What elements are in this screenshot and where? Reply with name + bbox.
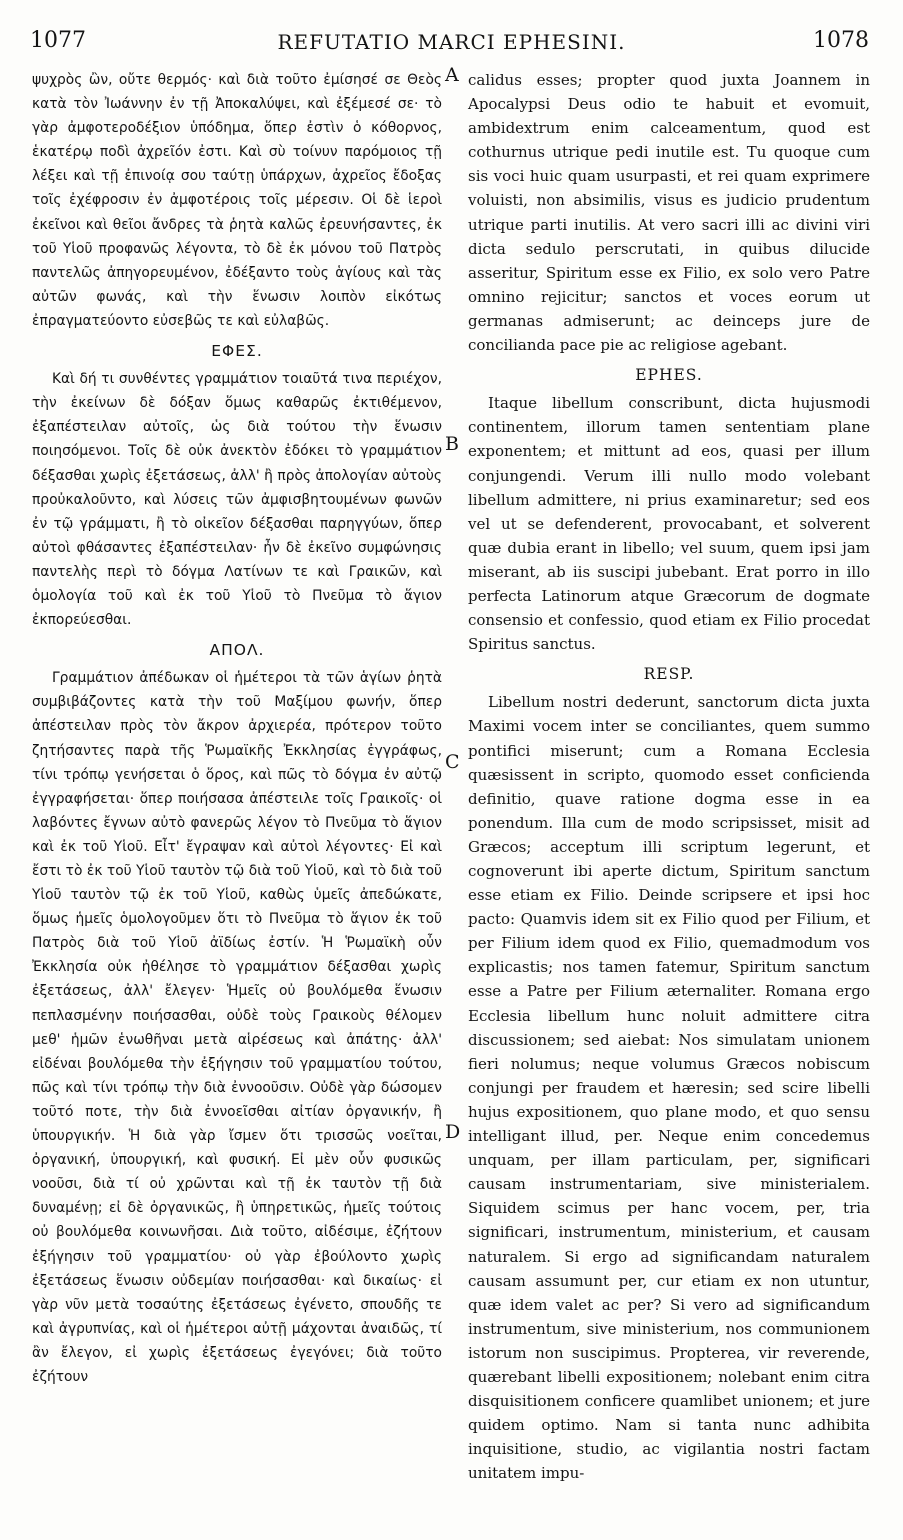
margin-letter-d: D xyxy=(445,1121,461,1143)
section-heading: RESP. xyxy=(643,665,695,684)
running-title: REFUTATIO MARCI EPHESINI. xyxy=(277,30,626,54)
page-number-left: 1077 xyxy=(30,28,86,53)
greek-paragraph: ψυχρὸς ὢν, οὔτε θερμός· καὶ διὰ τοῦτο ἐμίσησέ σε Θεὸς κατὰ τὸν Ἰωάννην ἐν τῇ Ἀποκαλύψει, καὶ ἐξέμεσέ σε· τὸ γὰρ ἀμφοτεροδέξιον ὑπόδημα, ὅπερ ἐστὶν ὁ κόθορνος, ἑκατέρῳ ποδὶ ἀχρεῖόν ἐστι. Καὶ σὺ τοίνυν παρόμοιος τῇ λέξει καὶ τῇ ἐπινοίᾳ σου ταύτῃ ὑπάρχων, ἀχρεῖος ἔδοξας τοῖς ἐχέφροσιν ἐν ἀμφοτέροις τοῖς μέρεσιν. Οἱ δὲ ἱεροὶ ἐκεῖνοι καὶ θεῖοι ἄνδρες τὰ ῥητὰ καλῶς ἐρευνήσαντες, ἐκ τοῦ Υἱοῦ προφανῶς λέγοντα, τὸ δὲ ἐκ μόνου τοῦ Πατρὸς παντελῶς ἀπηγορευμένον, ἐδέξαντο τοὺς ἁγίους καὶ τὰς αὐτῶν φωνάς, καὶ τὴν ἕνωσιν λοιπὸν εἰκότως ἐπραγματεύοντο εὐσεβῶς τε καὶ εὐλαβῶς. xyxy=(32,72,442,329)
greek-paragraph: Γραμμάτιον ἀπέδωκαν οἱ ἡμέτεροι τὰ τῶν ἁγίων ῥητὰ συμβιβάζοντες κατὰ τὴν τοῦ Μαξίμου φωνήν, ὅπερ ἀπέστειλαν πρὸς τὸν ἄκρον ἀρχιερέα, πρότερον τοῦτο ζητήσαντες παρὰ τῆς Ῥωμαϊκῆς Ἐκκλησίας ἐγγράφως, τίνι τρόπῳ γενήσεται ὁ ὅρος, καὶ πῶς τὸ δόγμα ἐν αὐτῷ ἐγγραφήσεται· ὅπερ ποιήσασα ἀπέστειλε τοῖς Γραικοῖς· οἱ λαβόντες ἔγνων αὐτὸ φανερῶς λέγον τὸ Πνεῦμα τὸ ἅγιον καὶ ἐκ τοῦ Υἱοῦ. Εἶτ' ἔγραψαν καὶ αὐτοὶ λέγοντες· Εἰ καὶ ἔστι τὸ ἐκ τοῦ Υἱοῦ ταυτὸν τῷ διὰ τοῦ Υἱοῦ, καὶ τὸ διὰ τοῦ Υἱοῦ ταυτὸν τῷ ἐκ τοῦ Υἱοῦ, καθὼς ὑμεῖς ἀπεδώκατε, ὅμως ἡμεῖς ὁμολογοῦμεν ὅτι τὸ Πνεῦμα τὸ ἅγιον ἐκ τοῦ Πατρὸς διὰ τοῦ Υἱοῦ ἀϊδίως ἐστίν. Ἡ Ῥωμαϊκὴ οὖν Ἐκκλησία οὐκ ἠθέλησε τὸ γραμμάτιον δέξασθαι χωρὶς ἐξετάσεως, ἀλλ' ἔλεγεν· Ἡμεῖς οὐ βουλόμεθα ἕνωσιν πεπλασμένην ποιήσασθαι, οὐδὲ τοὺς Γραικοὺς θέλομεν μεθ' ἡμῶν ἑνωθῆναι μετὰ αἱρέσεως καὶ ἀπάτης· ἀλλ' εἰδέναι βουλόμεθα τὴν ἐξήγησιν τοῦ γραμματίου τούτου, πῶς καὶ τίνι τρόπῳ τὴν διὰ ἐννοοῦσιν. Οὐδὲ γὰρ δώσομεν τοῦτό ποτε, τὴν διὰ ἐννοεῖσθαι αἰτίαν ὀργανικήν, ἢ ὑπουργικήν. Ἡ διὰ γὰρ ἴσμεν ὅτι τρισσῶς νοεῖται, ὀργανική, ὑπουργική, καὶ φυσική. Εἰ μὲν οὖν φυσικῶς νοοῦσι, διὰ τί οὐ χρῶνται καὶ τῇ ἐκ ταυτὸν τῇ διὰ δυναμένῃ; εἰ δὲ ὀργανικῶς, ἢ ὑπηρετικῶς, ἡμεῖς τούτοις οὐ βουλόμεθα κοινωνῆσαι. Διὰ τοῦτο, αἰδέσιμε, ἐζήτουν ἐξήγησιν τοῦ γραμματίου· οὐ γὰρ ἐβούλοντο χωρὶς ἐξετάσεως ἕνωσιν οὐδεμίαν ποιήσασθαι· καὶ δικαίως· εἰ γὰρ νῦν μετὰ τοσαύτης ἐξετάσεως ἐγένετο, σπουδῆς τε καὶ ἀγρυπνίας, καὶ οἱ ἡμέτεροι αὐτῇ μάχονται ἀναιδῶς, τί ἂν ἔλεγον, εἰ χωρὶς ἐξετάσεως ἐγεγόνει; διὰ τοῦτο ἐζήτουν xyxy=(32,670,442,1385)
latin-paragraph: Itaque libellum conscribunt, dicta hujusmodi continentem, illorum tamen sententiam plane exponentem; et mittunt ad eos, quasi per illum conjungendi. Verum illi nullo modo volebant libellum admittere, ni prius examinaretur; sed eos vel ut se defenderent, provocabant, et solverent quæ dubia erant in libello; vel suum, quem ipsi jam miserant, ab iis suscipi jubebant. Erat porro in illo perfecta Latinorum atque Græcorum de dogmate consensio et confessio, quod etiam ex Filio procedat Spiritus sanctus. xyxy=(468,394,870,654)
section-heading: EPHES. xyxy=(635,366,703,385)
section-heading: ΕΦΕΣ. xyxy=(211,342,263,361)
latin-paragraph: calidus esses; propter quod juxta Joannem in Apocalypsi Deus odio te habuit et evomuit, ambidextrum enim calceamentum, quod est cothurnus utrique pedi inutile est. Tu quoque cum sis voci huic quam usurpasti, et rei quam exprimere voluisti, non absimilis, visus es judicio prudentum utrique parti inutilis. At vero sacri illi ac divini viri dicta sedulo perscrutati, in quibus dilucide asseritur, Spiritum esse ex Filio, ex solo vero Patre omnino rejicitur; sanctos et voces eorum ut germanas admiserunt; ac deinceps jure de concilianda pace pie ac religiose agebant. xyxy=(468,71,870,355)
margin-letter-a: A xyxy=(445,64,459,86)
page-number-right: 1078 xyxy=(813,28,869,53)
greek-paragraph: Καὶ δή τι συνθέντες γραμμάτιον τοιαῦτά τινα περιέχον, τὴν ἐκείνων δὲ δόξαν ὅμως καθαρῶς ἐκτιθέμενον, ἐξαπέστειλαν αὐτοῖς, ὡς διὰ τούτου τὴν ἕνωσιν ποιησόμενοι. Τοῖς δὲ οὐκ ἀνεκτὸν ἐδόκει τὸ γραμμάτιον δέξασθαι χωρὶς ἐξετάσεως, ἀλλ' ἢ πρὸς ἀπολογίαν αὐτοὺς προὐκαλοῦντο, καὶ λύσεις τῶν ἀμφισβητουμένων φωνῶν ἐν τῷ γράμματι, ἢ τὸ οἰκεῖον δέξασθαι παρηγγύων, ὅπερ αὐτοὶ φθάσαντες ἐξαπέστειλαν· ἦν δὲ ἐκεῖνο συμφώνησις παντελὴς περὶ τὸ δόγμα Λατίνων τε καὶ Γραικῶν, καὶ ὁμολογία τοῦ καὶ ἐκ τοῦ Υἱοῦ τὸ Πνεῦμα τὸ ἅγιον ἐκπορεύεσθαι. xyxy=(32,371,442,629)
latin-paragraph: Libellum nostri dederunt, sanctorum dicta juxta Maximi vocem inter se conciliantes, quem summo pontifici miserunt; cum a Romana Ecclesia quæsissent in scripto, quomodo esset conficienda definitio, quave ratione dogma esse in ea ponendum. Illa cum de modo scripsisset, misit ad Græcos; acceptum illi scriptum legerunt, et cognoverunt ibi aperte dictum, Spiritum sanctum esse etiam ex Filio. Deinde scripsere et ipsi hoc pacto: Quamvis idem sit ex Filio quod per Filium, et per Filium idem quod ex Filio, quemadmodum vos explicastis; nos tamen fatemur, Spiritum sanctum esse a Patre per Filium æternaliter. Romana ergo Ecclesia libellum hunc noluit admittere citra discussionem; sed aiebat: Nos simulatam unionem fieri nolumus; neque volumus Græcos nobiscum conjungi per fraudem et hæresin; sed scire libelli hujus expositionem, quo plane modo, et quo sensu intelligant illud, per. Neque enim concedemus unquam, per illam particulam, per, significari causam instrumentariam, sive ministerialem. Siquidem scimus per hanc vocem, per, tria significari, instrumentum, ministerium, et causam naturalem. Si ergo ad significandam naturalem causam assumunt per, cur etiam ex non utuntur, quæ idem valet ac per? Si vero ad significandum instrumentum, sive ministerium, nos communionem istorum non suscipimus. Propterea, vir reverende, quærebant libelli expositionem; nolebant enim citra disquisitionem conficere quamlibet unionem; et jure quidem optimo. Nam si tanta nunc adhibita inquisitione, studio, ac vigilantia nostri factam unitatem impu- xyxy=(468,693,870,1483)
margin-letter-b: B xyxy=(445,433,459,455)
greek-column xyxy=(32,68,442,1389)
margin-letter-c: C xyxy=(445,751,460,773)
running-header xyxy=(0,28,903,62)
section-heading: ΑΠΟΛ. xyxy=(209,641,265,660)
latin-column xyxy=(468,68,870,1485)
